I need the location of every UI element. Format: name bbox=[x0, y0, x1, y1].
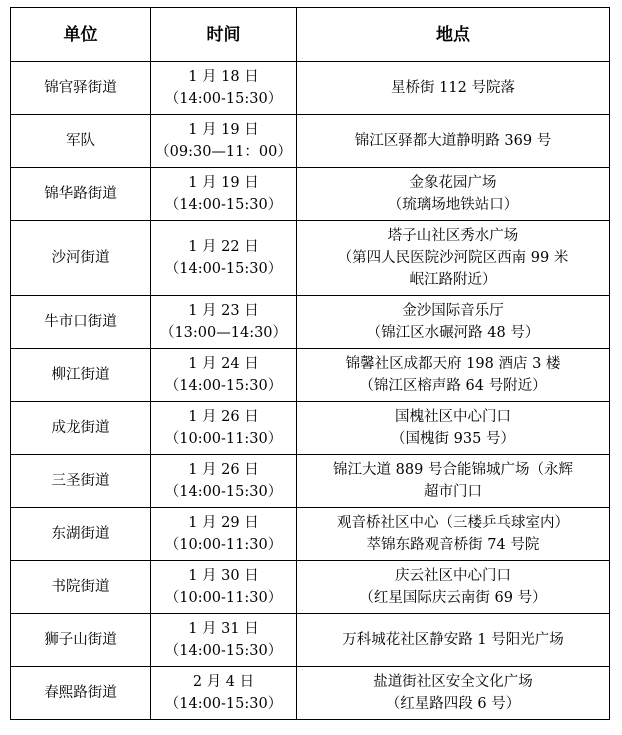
unit-cell: 春熙路街道 bbox=[11, 667, 151, 720]
place-line: 星桥街 112 号院落 bbox=[391, 80, 515, 96]
time-range-text: （10:00-11:30） bbox=[164, 431, 283, 447]
unit-cell: 沙河街道 bbox=[11, 221, 151, 296]
table-row bbox=[11, 455, 610, 508]
table-row bbox=[11, 561, 610, 614]
time-cell bbox=[151, 349, 297, 402]
table-body bbox=[11, 62, 610, 720]
place-line: 盐道街社区安全文化广场 bbox=[373, 674, 533, 690]
time-cell bbox=[151, 614, 297, 667]
time-range-text: （13:00—14:30） bbox=[159, 325, 288, 341]
table-row bbox=[11, 62, 610, 115]
time-cell bbox=[151, 508, 297, 561]
table-row bbox=[11, 221, 610, 296]
header-time: 时间 bbox=[151, 8, 297, 62]
date-text: 1 月 30 日 bbox=[188, 568, 259, 584]
date-text: 1 月 26 日 bbox=[188, 462, 259, 478]
place-cell bbox=[297, 221, 610, 296]
table-row bbox=[11, 508, 610, 561]
place-line: 庆云社区中心门口 bbox=[395, 568, 511, 584]
date-text: 1 月 22 日 bbox=[188, 239, 259, 255]
place-cell bbox=[297, 455, 610, 508]
date-text: 2 月 4 日 bbox=[192, 674, 255, 690]
unit-cell: 成龙街道 bbox=[11, 402, 151, 455]
header-place: 地点 bbox=[297, 8, 610, 62]
time-cell bbox=[151, 168, 297, 221]
time-range-text: （14:00-15:30） bbox=[164, 643, 283, 659]
time-range-text: （14:00-15:30） bbox=[164, 378, 283, 394]
date-text: 1 月 19 日 bbox=[188, 175, 259, 191]
place-cell bbox=[297, 349, 610, 402]
table-row bbox=[11, 349, 610, 402]
place-line: 锦江大道 889 号合能锦城广场（永辉 bbox=[333, 462, 573, 478]
unit-cell: 锦官驿街道 bbox=[11, 62, 151, 115]
time-cell bbox=[151, 62, 297, 115]
table-row bbox=[11, 667, 610, 720]
time-range-text: （14:00-15:30） bbox=[164, 91, 283, 107]
unit-cell: 三圣街道 bbox=[11, 455, 151, 508]
unit-cell: 锦华路街道 bbox=[11, 168, 151, 221]
place-cell bbox=[297, 508, 610, 561]
place-line: 金象花园广场 bbox=[409, 175, 497, 191]
unit-cell: 东湖街道 bbox=[11, 508, 151, 561]
date-text: 1 月 19 日 bbox=[188, 122, 259, 138]
place-line: 观音桥社区中心（三楼乒乓球室内） bbox=[337, 515, 569, 531]
place-line: 岷江路附近） bbox=[409, 272, 497, 288]
date-text: 1 月 24 日 bbox=[188, 356, 259, 372]
place-line: 锦馨社区成都天府 198 酒店 3 楼 bbox=[345, 356, 561, 372]
header-unit: 单位 bbox=[11, 8, 151, 62]
time-cell bbox=[151, 115, 297, 168]
table-row bbox=[11, 402, 610, 455]
place-cell bbox=[297, 168, 610, 221]
time-range-text: （14:00-15:30） bbox=[164, 197, 283, 213]
table-header-row bbox=[11, 8, 610, 62]
place-line: 萃锦东路观音桥街 74 号院 bbox=[366, 537, 540, 553]
time-cell bbox=[151, 296, 297, 349]
unit-cell: 柳江街道 bbox=[11, 349, 151, 402]
place-line: 塔子山社区秀水广场 bbox=[387, 228, 519, 244]
time-range-text: （14:00-15:30） bbox=[164, 696, 283, 712]
date-text: 1 月 18 日 bbox=[188, 69, 259, 85]
time-range-text: （14:00-15:30） bbox=[164, 484, 283, 500]
place-cell bbox=[297, 667, 610, 720]
time-cell bbox=[151, 455, 297, 508]
time-range-text: （10:00-11:30） bbox=[164, 590, 283, 606]
unit-cell: 军队 bbox=[11, 115, 151, 168]
table-row bbox=[11, 115, 610, 168]
date-text: 1 月 26 日 bbox=[188, 409, 259, 425]
place-line: （锦江区榕声路 64 号附近） bbox=[359, 378, 547, 394]
schedule-table bbox=[10, 7, 610, 720]
place-cell bbox=[297, 614, 610, 667]
unit-cell: 牛市口街道 bbox=[11, 296, 151, 349]
place-line: 金沙国际音乐厅 bbox=[402, 303, 504, 319]
table-row bbox=[11, 168, 610, 221]
time-cell bbox=[151, 221, 297, 296]
place-line: （红星国际庆云南街 69 号） bbox=[359, 590, 547, 606]
date-text: 1 月 23 日 bbox=[188, 303, 259, 319]
place-cell bbox=[297, 62, 610, 115]
unit-cell: 书院街道 bbox=[11, 561, 151, 614]
time-range-text: （10:00-11:30） bbox=[164, 537, 283, 553]
date-text: 1 月 29 日 bbox=[188, 515, 259, 531]
date-text: 1 月 31 日 bbox=[188, 621, 259, 637]
place-line: 超市门口 bbox=[424, 484, 482, 500]
place-cell bbox=[297, 402, 610, 455]
time-cell bbox=[151, 561, 297, 614]
time-cell bbox=[151, 667, 297, 720]
place-line: 锦江区驿都大道静明路 369 号 bbox=[354, 133, 552, 149]
place-line: （红星路四段 6 号） bbox=[385, 696, 521, 712]
time-cell bbox=[151, 402, 297, 455]
place-line: （国槐街 935 号） bbox=[391, 431, 515, 447]
place-line: 万科城花社区静安路 1 号阳光广场 bbox=[342, 632, 564, 648]
place-line: 国槐社区中心门口 bbox=[395, 409, 511, 425]
place-cell bbox=[297, 115, 610, 168]
time-range-text: （09:30—11：00） bbox=[155, 144, 292, 160]
place-line: （第四人民医院沙河院区西南 99 米 bbox=[337, 250, 569, 266]
place-cell bbox=[297, 296, 610, 349]
place-line: （锦江区水碾河路 48 号） bbox=[366, 325, 540, 341]
unit-cell: 狮子山街道 bbox=[11, 614, 151, 667]
place-cell bbox=[297, 561, 610, 614]
table-row bbox=[11, 614, 610, 667]
table-row bbox=[11, 296, 610, 349]
place-line: （琉璃场地铁站口） bbox=[387, 197, 519, 213]
time-range-text: （14:00-15:30） bbox=[164, 261, 283, 277]
